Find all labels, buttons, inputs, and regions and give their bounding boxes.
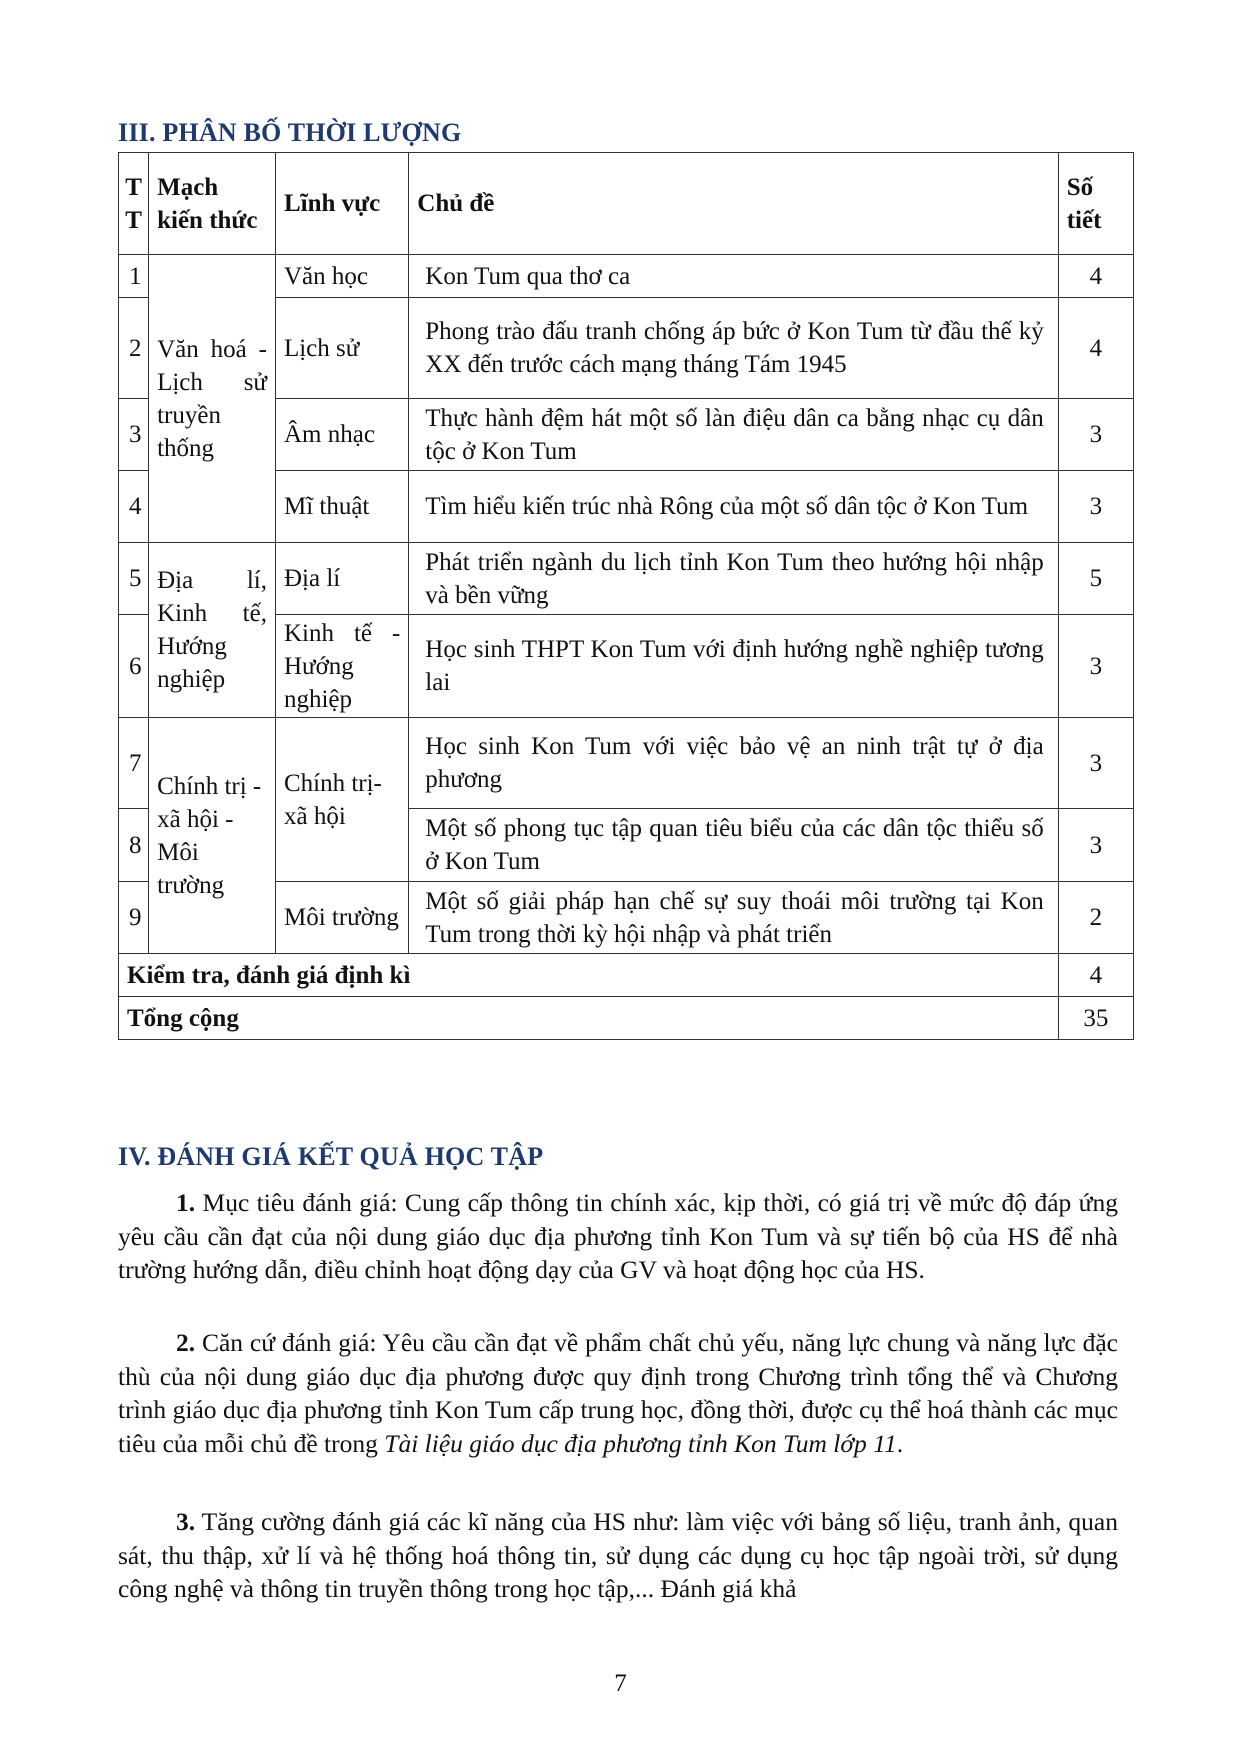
row-linh-vuc: Lịch sử xyxy=(275,298,408,399)
header-chu-de: Chủ đề xyxy=(409,153,1058,255)
row-tt: 9 xyxy=(119,882,149,954)
paragraph-3-number: 3. xyxy=(176,1507,196,1536)
exam-so-tiet: 4 xyxy=(1058,954,1133,997)
paragraph-2-text: Căn cứ đánh giá: Yêu cầu cần đạt về phẩm chất chủ yếu, năng lực chung và năng lực đặc thù của nội dung giáo dục địa phương được quy định trong Chương trình tổng thể và Chương trình giáo dục địa phương tỉnh Kon Tum cấp trung học, đồng thời, được cụ thể hoá thành các mục tiêu của mỗi chủ đề trong xyxy=(118,1328,1118,1458)
exam-row xyxy=(119,954,1134,997)
paragraph-3-text: Tăng cường đánh giá các kĩ năng của HS như: làm việc với bảng số liệu, tranh ảnh, quan sát, thu thập, xử lí và hệ thống hoá thông tin, sử dụng các dụng cụ học tập ngoài trời, sử dụng công nghệ và thông tin truyền thông trong học tập,... Đánh giá khả xyxy=(118,1507,1118,1603)
exam-label: Kiểm tra, đánh giá định kì xyxy=(119,954,1059,997)
time-allocation-table xyxy=(118,152,1134,1040)
row-tt: 6 xyxy=(119,615,149,718)
row-chu-de: Học sinh THPT Kon Tum với định hướng nghề nghiệp tương lai xyxy=(409,615,1058,718)
row-chu-de: Một số phong tục tập quan tiêu biểu của các dân tộc thiểu số ở Kon Tum xyxy=(409,809,1058,882)
row-tt: 7 xyxy=(119,718,149,809)
total-label: Tổng cộng xyxy=(119,997,1059,1040)
row-linh-vuc: Âm nhạc xyxy=(275,399,408,471)
row-chu-de: Học sinh Kon Tum với việc bảo vệ an ninh trật tự ở địa phương xyxy=(409,718,1058,809)
header-so-tiet: Số tiết xyxy=(1058,153,1133,255)
row-tt: 3 xyxy=(119,399,149,471)
total-so-tiet: 35 xyxy=(1058,997,1133,1040)
section-3-heading: III. PHÂN BỐ THỜI LƯỢNG xyxy=(118,118,462,147)
group-dia-li-kinh-te: Địa lí, Kinh tế, Hướng nghiệp xyxy=(149,543,276,718)
row-linh-vuc: Mĩ thuật xyxy=(275,471,408,543)
row-chu-de: Một số giải pháp hạn chế sự suy thoái môi trường tại Kon Tum trong thời kỳ hội nhập và phát triển xyxy=(409,882,1058,954)
row-tt: 8 xyxy=(119,809,149,882)
row-tt: 4 xyxy=(119,471,149,543)
paragraph-3 xyxy=(118,1505,1118,1606)
paragraph-1 xyxy=(118,1186,1118,1287)
section-4-heading: IV. ĐÁNH GIÁ KẾT QUẢ HỌC TẬP xyxy=(118,1142,544,1171)
paragraph-2-italic: Tài liệu giáo dục địa phương tỉnh Kon Tum lớp 11 xyxy=(384,1428,897,1458)
paragraph-1-number: 1. xyxy=(176,1188,196,1217)
row-so-tiet: 3 xyxy=(1058,718,1133,809)
paragraph-1-text: Mục tiêu đánh giá: Cung cấp thông tin chính xác, kịp thời, có giá trị về mức độ đáp ứng yêu cầu cần đạt của nội dung giáo dục địa phương tỉnh Kon Tum và sự tiến bộ của HS để nhà trường hướng dẫn, điều chỉnh hoạt động dạy của GV và hoạt động học của HS. xyxy=(118,1188,1118,1284)
row-chu-de: Phát triển ngành du lịch tỉnh Kon Tum theo hướng hội nhập và bền vững xyxy=(409,543,1058,615)
table-header-row xyxy=(119,153,1134,255)
row-so-tiet: 3 xyxy=(1058,399,1133,471)
header-linh-vuc: Lĩnh vực xyxy=(275,153,408,255)
row-linh-vuc: Địa lí xyxy=(275,543,408,615)
row-chu-de: Thực hành đệm hát một số làn điệu dân ca bằng nhạc cụ dân tộc ở Kon Tum xyxy=(409,399,1058,471)
row-chu-de: Kon Tum qua thơ ca xyxy=(409,255,1058,298)
row-linh-vuc: Kinh tế - Hướng nghiệp xyxy=(275,615,408,718)
row-so-tiet: 5 xyxy=(1058,543,1133,615)
row-so-tiet: 3 xyxy=(1058,615,1133,718)
paragraph-2-number: 2. xyxy=(176,1328,196,1357)
row-so-tiet: 2 xyxy=(1058,882,1133,954)
row-chu-de: Phong trào đấu tranh chống áp bức ở Kon Tum từ đầu thế kỷ XX đến trước cách mạng tháng Tám 1945 xyxy=(409,298,1058,399)
row-so-tiet: 3 xyxy=(1058,809,1133,882)
header-tt: T T xyxy=(119,153,149,255)
row-chu-de: Tìm hiểu kiến trúc nhà Rông của một số dân tộc ở Kon Tum xyxy=(409,471,1058,543)
header-mach-kien-thuc: Mạch kiến thức xyxy=(149,153,276,255)
table-row xyxy=(119,543,1134,615)
paragraph-2 xyxy=(118,1326,1118,1460)
table-row xyxy=(119,255,1134,298)
paragraph-2-end: . xyxy=(896,1428,904,1458)
row-tt: 5 xyxy=(119,543,149,615)
row-tt: 1 xyxy=(119,255,149,298)
group-chinh-tri-xa-hoi: Chính trị - xã hội - Môi trường xyxy=(149,718,276,954)
row-so-tiet: 4 xyxy=(1058,298,1133,399)
page-number: 7 xyxy=(614,1670,627,1697)
row-so-tiet: 3 xyxy=(1058,471,1133,543)
table-row xyxy=(119,718,1134,809)
total-row xyxy=(119,997,1134,1040)
row-linh-vuc: Văn học xyxy=(275,255,408,298)
row-tt: 2 xyxy=(119,298,149,399)
row-linh-vuc: Chính trị- xã hội xyxy=(275,718,408,882)
row-so-tiet: 4 xyxy=(1058,255,1133,298)
row-linh-vuc: Môi trường xyxy=(275,882,408,954)
group-van-hoa-lich-su: Văn hoá - Lịch sử truyền thống xyxy=(149,255,276,543)
